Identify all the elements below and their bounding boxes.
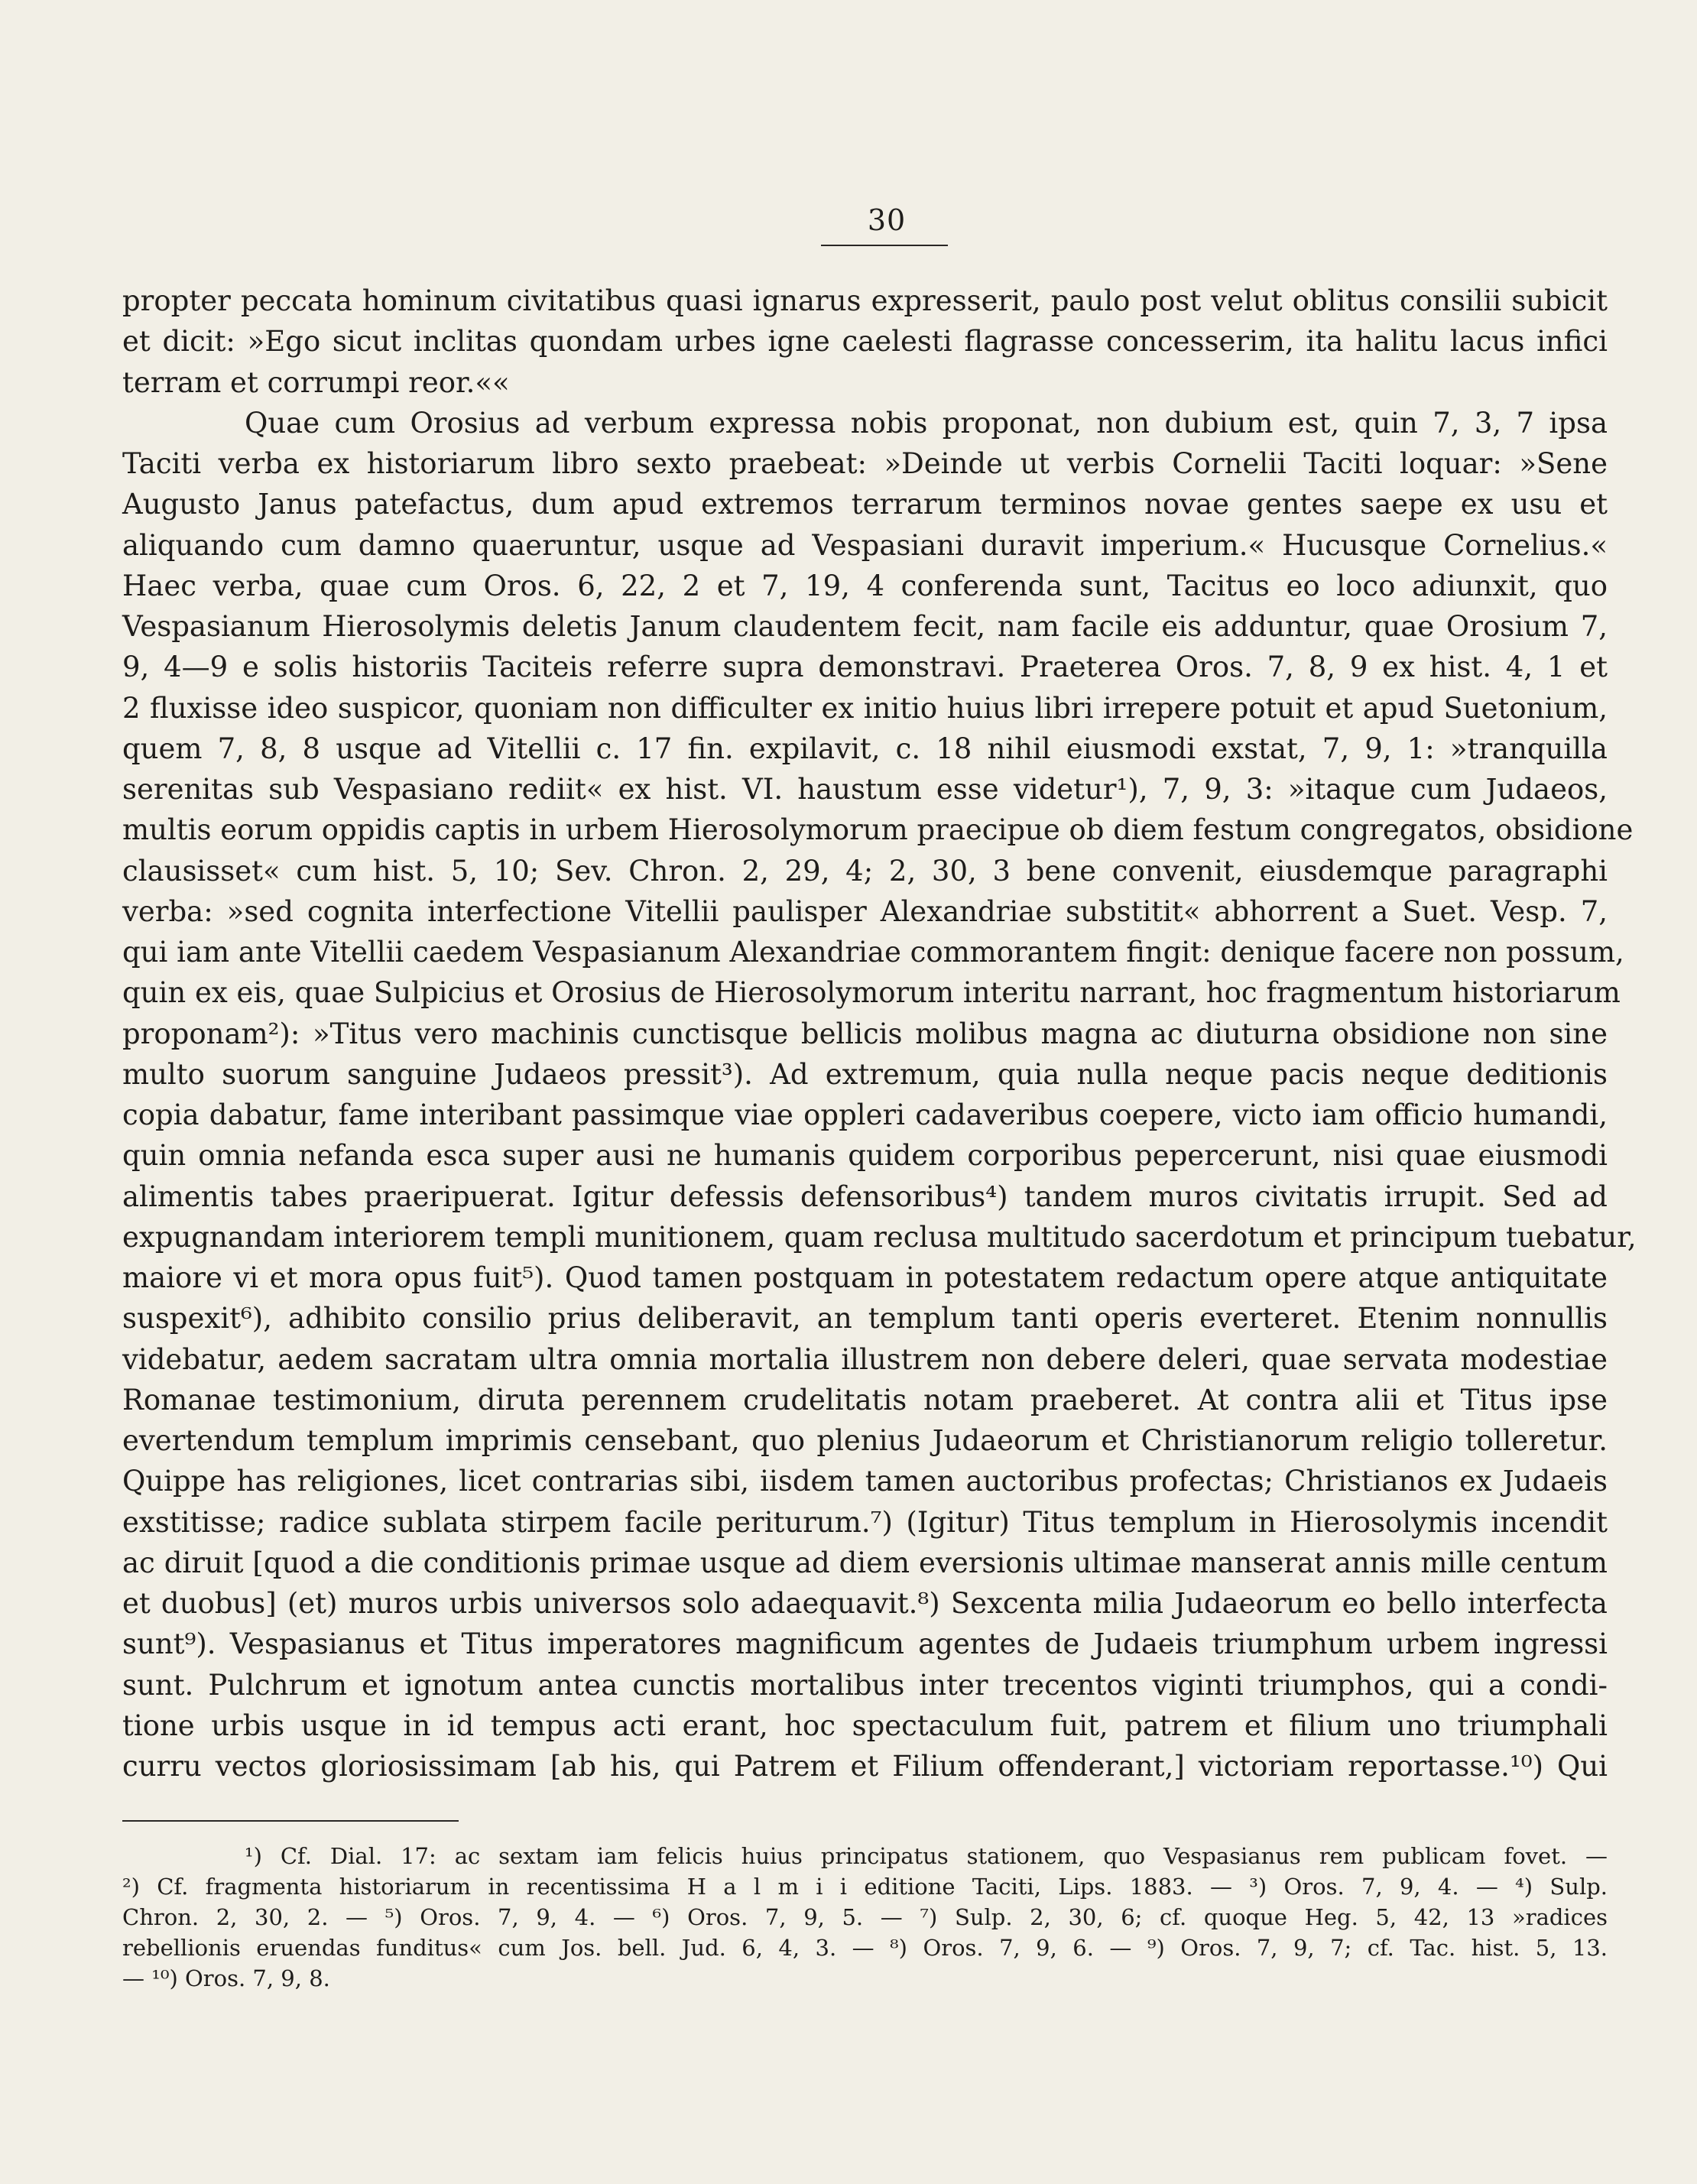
footnote-line: rebellionis eruendas funditus« cum Jos. bell. Jud. 6, 4, 3. — ⁸) Oros. 7, 9, 6. — ⁹) Oros. 7, 9, 7; cf. Tac. hist. 5, 13. xyxy=(122,1935,1608,1961)
text-line: evertendum templum imprimis censebant, quo plenius Judaeorum et Christianorum religio tolleretur. xyxy=(122,1424,1608,1457)
text-line: multo suorum sanguine Judaeos pressit³). Ad extremum, quia nulla neque pacis neque deditionis xyxy=(122,1057,1608,1091)
text-line: Quippe has religiones, licet contrarias sibi, iisdem tamen auctoribus profectas; Christianos ex Judaeis xyxy=(122,1465,1608,1498)
footnote-line: Chron. 2, 30, 2. — ⁵) Oros. 7, 9, 4. — ⁶) Oros. 7, 9, 5. — ⁷) Sulp. 2, 30, 6; cf. quoque Heg. 5, 42, 13 »radices xyxy=(122,1904,1608,1930)
text-line: 9, 4—9 e solis historiis Taciteis referre supra demonstravi. Praeterea Oros. 7, 8, 9 ex hist. 4, 1 et xyxy=(122,651,1608,684)
text-line: Romanae testimonium, diruta perennem crudelitatis notam praeberet. At contra alii et Titus ipse xyxy=(122,1383,1608,1417)
text-line: exstitisse; radice sublata stirpem facile periturum.⁷) (Igitur) Titus templum in Hierosolymis incendit xyxy=(122,1505,1608,1539)
text-line: terram et corrumpi reor.«« xyxy=(122,365,510,399)
text-line: clausisset« cum hist. 5, 10; Sev. Chron. 2, 29, 4; 2, 30, 3 bene convenit, eiusdemque paragraphi xyxy=(122,854,1608,888)
text-line: Haec verba, quae cum Oros. 6, 22, 2 et 7, 19, 4 conferenda sunt, Tacitus eo loco adiunxit, quo xyxy=(122,569,1608,602)
text-line: proponam²): »Titus vero machinis cunctisque bellicis molibus magna ac diuturna obsidione non sine xyxy=(122,1017,1608,1050)
footnote-line: — ¹⁰) Oros. 7, 9, 8. xyxy=(122,1965,330,1991)
text-line: Taciti verba ex historiarum libro sexto praebeat: »Deinde ut verbis Cornelii Taciti loquar: »Sene xyxy=(122,447,1608,480)
text-line: aliquando cum damno quaeruntur, usque ad Vespasiani duravit imperium.« Hucusque Cornelius.« xyxy=(122,528,1608,562)
text-line: Quae cum Orosius ad verbum expressa nobis proponat, non dubium est, quin 7, 3, 7 ipsa xyxy=(245,406,1608,440)
text-line: Vespasianum Hierosolymis deletis Janum claudentem fecit, nam facile eis adduntur, quae Orosium 7, xyxy=(122,610,1608,643)
body-text xyxy=(122,281,1637,1786)
text-line: et duobus] (et) muros urbis universos solo adaequavit.⁸) Sexcenta milia Judaeorum eo bello interfecta xyxy=(122,1587,1608,1620)
text-line: propter peccata hominum civitatibus quasi ignarus expresserit, paulo post velut oblitus consilii subicit xyxy=(122,284,1608,317)
text-line: curru vectos gloriosissimam [ab his, qui Patrem et Filium offenderant,] victoriam reportasse.¹⁰) Qui xyxy=(122,1750,1608,1783)
text-line: quem 7, 8, 8 usque ad Vitellii c. 17 fin. expilavit, c. 18 nihil eiusmodi exstat, 7, 9, 1: »tranquilla xyxy=(122,732,1608,765)
page-number-rule xyxy=(821,245,948,246)
text-line: sunt⁹). Vespasianus et Titus imperatores magnificum agentes de Judaeis triumphum urbem ingressi xyxy=(122,1627,1608,1661)
footnote-line: ¹) Cf. Dial. 17: ac sextam iam felicis huius principatus stationem, quo Vespasianus rem publicam fovet. — xyxy=(245,1843,1608,1869)
text-line: maiore vi et mora opus fuit⁵). Quod tamen postquam in potestatem redactum opere atque antiquitate xyxy=(122,1261,1608,1294)
text-line: 2 fluxisse ideo suspicor, quoniam non difficulter ex initio huius libri irrepere potuit et apud Suetonium, xyxy=(122,691,1608,725)
text-line: expugnandam interiorem templi munitionem, quam reclusa multitudo sacerdotum et principum tuebatur, xyxy=(122,1220,1637,1254)
text-line: suspexit⁶), adhibito consilio prius deliberavit, an templum tanti operis everteret. Etenim nonnullis xyxy=(122,1302,1608,1335)
text-line: verba: »sed cognita interfectione Vitellii paulisper Alexandriae substitit« abhorrent a Suet. Vesp. 7, xyxy=(122,894,1608,928)
text-line: serenitas sub Vespasiano rediit« ex hist. VI. haustum esse videtur¹), 7, 9, 3: »itaque cum Judaeos, xyxy=(122,773,1608,806)
text-line: videbatur, aedem sacratam ultra omnia mortalia illustrem non debere deleri, quae servata modestiae xyxy=(122,1342,1608,1376)
footnote-rule xyxy=(122,1820,459,1822)
footnotes xyxy=(122,1841,1608,1994)
footnote-line: ²) Cf. fragmenta historiarum in recentissima H a l m i i editione Taciti, Lips. 1883. — ³) Oros. 7, 9, 4. — ⁴) Sulp. xyxy=(122,1874,1608,1900)
text-line: qui iam ante Vitellii caedem Vespasianum Alexandriae commorantem fingit: denique facere non possum, xyxy=(122,936,1624,969)
page-number: 30 xyxy=(867,203,907,237)
text-line: quin ex eis, quae Sulpicius et Orosius de Hierosolymorum interitu narrant, hoc fragmentum historiarum xyxy=(122,976,1621,1010)
text-line: alimentis tabes praeripuerat. Igitur defessis defensoribus⁴) tandem muros civitatis irrupit. Sed ad xyxy=(122,1180,1608,1213)
text-line: Augusto Janus patefactus, dum apud extremos terrarum terminos novae gentes saepe ex usu et xyxy=(122,488,1608,521)
text-line: multis eorum oppidis captis in urbem Hierosolymorum praecipue ob diem festum congregatos, obsidione xyxy=(122,813,1634,847)
text-line: quin omnia nefanda esca super ausi ne humanis quidem corporibus pepercerunt, nisi quae eiusmodi xyxy=(122,1139,1608,1173)
text-line: sunt. Pulchrum et ignotum antea cunctis mortalibus inter trecentos viginti triumphos, qui a condi- xyxy=(122,1668,1608,1702)
text-line: et dicit: »Ego sicut inclitas quondam urbes igne caelesti flagrasse concesserim, ita halitu lacus infici xyxy=(122,325,1608,359)
text-line: copia dabatur, fame interibant passimque viae oppleri cadaveribus coepere, victo iam officio humandi, xyxy=(122,1098,1608,1131)
text-line: ac diruit [quod a die conditionis primae usque ad diem eversionis ultimae manserat annis mille centum xyxy=(122,1546,1608,1579)
text-line: tione urbis usque in id tempus acti erant, hoc spectaculum fuit, patrem et filium uno triumphali xyxy=(122,1709,1608,1742)
